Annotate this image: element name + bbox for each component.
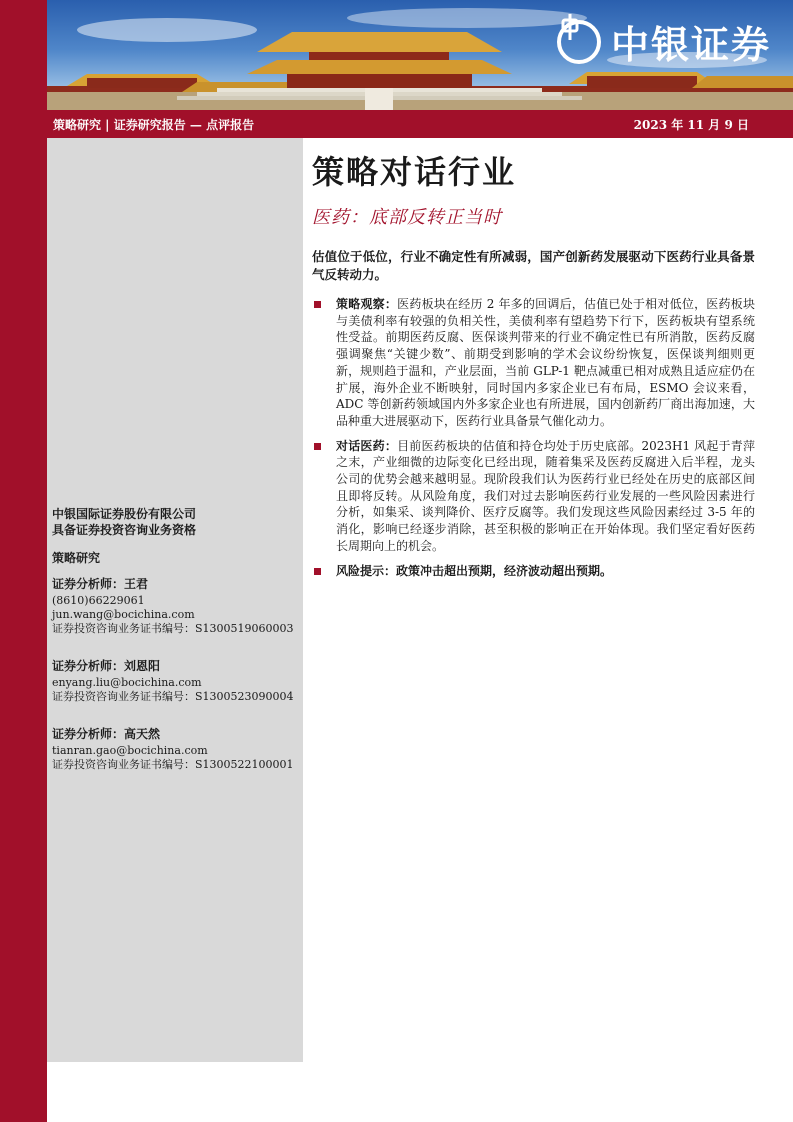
bullet-list [312, 296, 755, 579]
analyst-cert: 证券投资咨询业务证书编号：S1300519060003 [52, 622, 294, 635]
analyst-title: 证券分析师：王君 [52, 577, 149, 591]
department: 策略研究 [52, 551, 101, 565]
analyst-title: 证券分析师：刘恩阳 [52, 659, 161, 673]
boc-logo-icon [557, 20, 601, 64]
report-category: 策略研究 | 证券研究报告 — 点评报告 [53, 117, 255, 132]
company-name: 中银国际证券股份有限公司 [52, 507, 197, 521]
analyst-email[interactable]: enyang.liu@bocichina.com [52, 676, 202, 689]
analyst-card [52, 576, 302, 636]
bullet-lead: 策略观察： [336, 297, 398, 311]
bullet-strategy-observation [312, 296, 755, 430]
analyst-title: 证券分析师：高天然 [52, 727, 161, 741]
square-bullet-icon [314, 301, 321, 308]
bullet-lead: 对话医药： [336, 438, 398, 453]
sidebar [47, 138, 303, 1062]
brand-logo [557, 14, 771, 69]
analyst-cert: 证券投资咨询业务证书编号：S1300522100001 [52, 758, 294, 771]
square-bullet-icon [314, 568, 321, 575]
analyst-card [52, 726, 302, 772]
sidebar-content [52, 506, 302, 772]
analyst-cert: 证券投资咨询业务证书编号：S1300523090004 [52, 690, 294, 703]
bullet-body: 医药板块在经历 2 年多的回调后，估值已处于相对低位，医药板块与美债利率有较强的负相关性，美债利率有望趋势下行下，医药板块有望系统性受益。前期医药反腐、医保谈判带来的行业不确定性已有所消散，医药反腐强调聚焦“关键少数”、前期受到影响的学术会议纷纷恢复，医保谈判细则更新，规则趋于温和，产业层面，当前 GLP-1 靶点减重已相对成熟且适应症仍在扩展，海外企业不断映射，同时国内多家企业已有布局，ESMO 会议来看，ADC 等创新药领域国内外多家企业也有所进展，国内创新药厂商出海加速，大品种重大进展驱动下，医药行业具备景气催化动力。 [336, 297, 755, 428]
bullet-body: 政策冲击超出预期，经济波动超出预期。 [396, 563, 613, 578]
left-accent-bar [0, 0, 47, 1122]
bullet-body: 目前医药板块的估值和持仓均处于历史底部。2023H1 风起于青萍之末，产业细微的边际变化已经出现，随着集采及医药反腐进入后半程，龙头公司的优势会越来越明显。现阶段我们认为医药行业已经处在历史的底部区间且即将反转。从风险角度，我们对过去影响医药行业发展的一些风险因素进行分析，如集采、谈判降价、医疗反腐等。我们发现这些风险因素经过 3-5 年的消化，影响已经逐步消除，甚至积极的影响正在开始体现。我们坚定看好医药长周期向上的机会。 [336, 438, 755, 553]
main-content [312, 138, 755, 595]
analyst-phone: (8610)66229061 [52, 594, 145, 607]
analyst-card [52, 658, 302, 704]
page-title: 策略对话行业 [312, 153, 517, 191]
qualification: 具备证券投资咨询业务资格 [52, 523, 197, 537]
bullet-lead: 风险提示： [336, 563, 397, 578]
brand-name: 中银证券 [610, 23, 771, 67]
bullet-pharma-dialogue [312, 438, 755, 555]
square-bullet-icon [314, 443, 321, 450]
analyst-email[interactable]: tianran.gao@bocichina.com [52, 744, 208, 757]
report-date: 2023 年 11 月 9 日 [633, 117, 749, 132]
report-meta-bar [47, 110, 793, 138]
analyst-email[interactable]: jun.wang@bocichina.com [52, 608, 195, 621]
bullet-risk-warning [312, 563, 755, 580]
summary: 估值位于低位，行业不确定性有所减弱，国产创新药发展驱动下医药行业具备景气反转动力。 [312, 249, 755, 282]
header-banner [47, 0, 793, 110]
page-subtitle: 医药：底部反转正当时 [312, 207, 502, 228]
